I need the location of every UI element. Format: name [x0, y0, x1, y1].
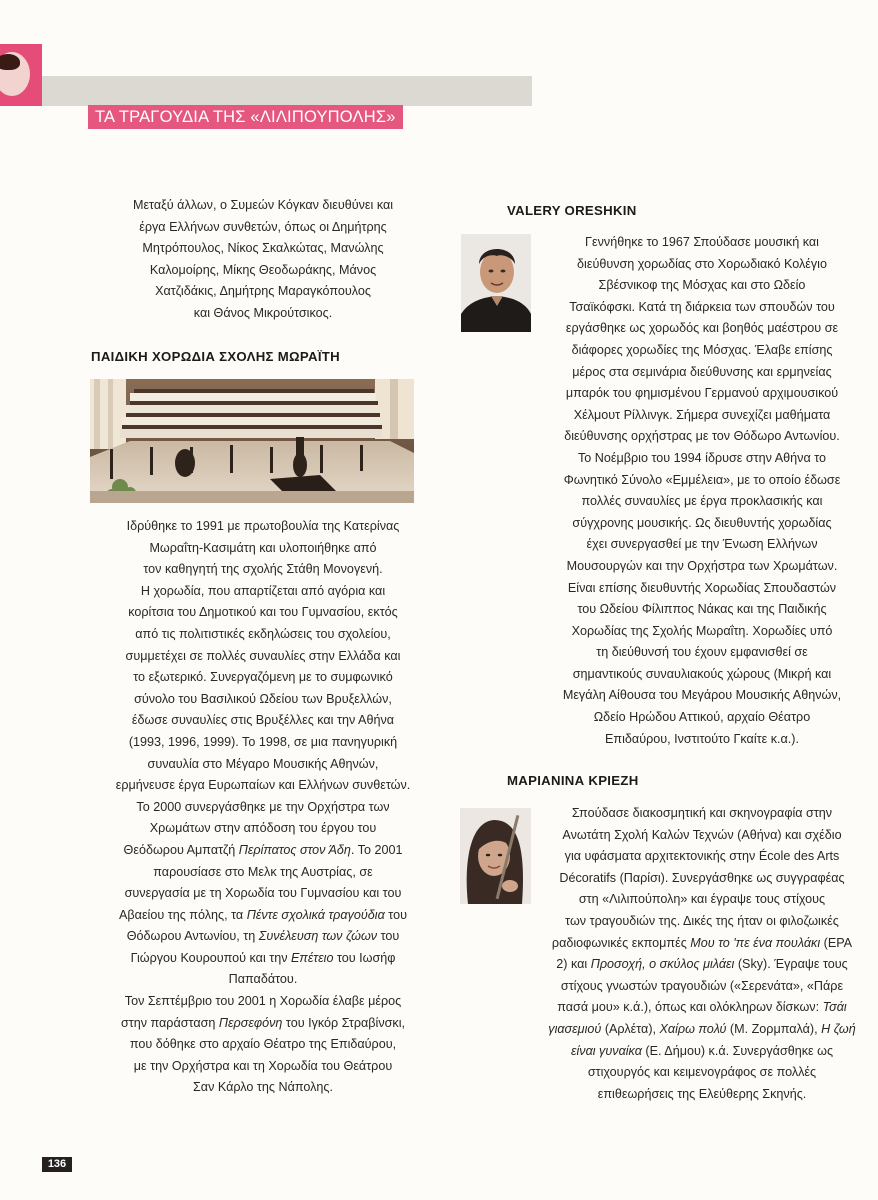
text-line	[536, 954, 868, 976]
text-fragment: 2) και	[556, 957, 591, 972]
text-fragment: (Μ. Ζορμπαλά),	[726, 1021, 822, 1036]
text-line: συμμετέχει σε πολλές συναυλίες στην Ελλάδα και	[125, 648, 401, 663]
text-line: Χορωδίας της Σχολής Μωραΐτη. Χορωδίες υπό	[571, 623, 833, 638]
text-line: στιχουργός και κειμενογράφος σε πολλές	[587, 1065, 817, 1080]
text-line: παρουσίασε στο Μελκ της Αυστρίας, σε	[153, 864, 373, 879]
italic-title: είναι γυναίκα	[570, 1043, 642, 1058]
text-line: μπαρόκ του φημισμένου Γερμανού αρχιμουσικού	[565, 386, 839, 401]
text-line: Φωνητικό Σύνολο «Εμμέλεια», με το οποίο έδωσε	[563, 472, 841, 487]
text-line: για υφάσματα αρχιτεκτονικής στην École des Arts	[564, 849, 840, 864]
text-fragment: του	[377, 929, 400, 944]
text-fragment: του	[384, 907, 407, 922]
text-line: Σαν Κάρλο της Νάπολης.	[193, 1080, 333, 1095]
text-line	[88, 926, 438, 948]
text-fragment: του Ιγκόρ Στραβίνσκι,	[282, 1015, 406, 1030]
text-line: Η χορωδία, που απαρτίζεται από αγόρια και	[140, 583, 386, 598]
text-line: με την Ορχήστρα και τη Χορωδία του Θεάτρου	[133, 1058, 393, 1073]
text-line: Τον Σεπτέμβριο του 2001 η Χορωδία έλαβε μέρος	[124, 994, 402, 1009]
text-line: Γεννήθηκε το 1967 Σπούδασε μουσική και	[585, 235, 819, 249]
text-fragment: (Sky). Έγραψε τους	[734, 957, 848, 972]
text-line: μέρος στα σεμινάρια διεύθυνσης και ερμηνείας	[572, 364, 832, 379]
text-line: Ιδρύθηκε το 1991 με πρωτοβουλία της Κατερίνας	[126, 519, 400, 533]
text-line: από τις πολιτιστικές εκδηλώσεις του σχολείου,	[135, 626, 391, 641]
text-line: Επιδαύρου, Ινστιτούτο Γκαίτε κ.α.).	[605, 731, 799, 746]
krieza-paragraph	[536, 803, 868, 1105]
choir-heading: ΠΑΙΔΙΚΗ ΧΟΡΩΔΙΑ ΣΧΟΛΗΣ ΜΩΡΑΪΤΗ	[91, 349, 340, 364]
text-line: Είναι επίσης διευθυντής Χορωδίας Σπουδαστών	[567, 580, 837, 595]
text-line: Μουσουργών και την Ορχήστρα των Χρωμάτων.	[566, 558, 838, 573]
text-line: Σπούδασε διακοσμητική και σκηνογραφία στην	[571, 806, 833, 820]
oreshkin-paragraph	[536, 232, 868, 750]
text-line: Το Νοέμβριο του 1994 ίδρυσε στην Αθήνα το	[577, 450, 827, 465]
intro-paragraph	[88, 195, 438, 325]
text-line: Παπαδάτου.	[228, 972, 298, 987]
choir-paragraph	[88, 516, 438, 1099]
text-line: συνεργασία με τη Χορωδία του Γυμνασίου και του	[124, 886, 402, 901]
italic-title: Περσεφόνη	[218, 1015, 283, 1030]
text-fragment: στην παράσταση	[120, 1015, 219, 1030]
text-line: τη διεύθυνσή του έχουν εμφανισθεί σε	[596, 645, 808, 660]
choir-photo	[90, 379, 414, 503]
text-line: Ωδείο Ηρώδου Αττικού, αρχαίο Θέατρο	[593, 710, 811, 725]
text-fragment: του Ιωσήφ	[333, 950, 396, 965]
text-line: διεύθυνση χορωδίας στο Χορωδιακό Κολέγιο	[577, 256, 827, 271]
text-line	[536, 997, 868, 1019]
text-line: συναυλία στο Μέγαρο Μουσικής Αθηνών,	[147, 756, 379, 771]
italic-title: Τσάι	[822, 1000, 847, 1015]
text-line: επιθεωρήσεις της Ελεύθερης Σκηνής.	[597, 1086, 807, 1101]
text-line: τον καθηγητή της σχολής Στάθη Μονογενή.	[143, 562, 383, 577]
text-fragment: Θόδωρου Αντωνίου, τη	[126, 929, 259, 944]
text-line: διεύθυνσης ορχήστρας με τον Θόδωρο Αντωνίου.	[564, 429, 840, 444]
corner-decoration	[0, 44, 42, 106]
text-fragment: (ΕΡΑ	[820, 935, 853, 950]
text-line: Χρωμάτων στην απόδοση του έργου του	[149, 821, 377, 836]
text-line: ερμήνευσε έργα Ευρωπαίων και Ελλήνων συνθετών.	[115, 778, 411, 793]
text-line: Décoratifs (Παρίσι). Συνεργάσθηκε ως συγγραφέας	[559, 870, 845, 885]
italic-title: Μου το 'πε ένα πουλάκι	[690, 935, 821, 950]
text-line: Μητρόπουλος, Νίκος Σκαλκώτας, Μανώλης	[142, 241, 384, 256]
text-line	[88, 948, 438, 970]
text-line: το εξωτερικό. Συνεργαζόμενη με το συμφωνικό	[133, 670, 393, 685]
text-line: πολλές συναυλίες με έργα προκλασικής και	[581, 494, 823, 509]
text-line	[536, 1041, 868, 1063]
italic-title: Προσοχή, ο σκύλος μιλάει	[590, 957, 735, 972]
italic-title: γιασεμιού	[548, 1021, 602, 1036]
text-line: εργάσθηκε ως χορωδός και βοηθός μαέστρου σε	[565, 321, 839, 336]
text-line: κορίτσια του Δημοτικού και του Γυμνασίου, εκτός	[128, 605, 398, 620]
text-line: Ανωτάτη Σχολή Καλών Τεχνών (Αθήνα) και σχέδιο	[562, 827, 842, 842]
text-line: έργα Ελλήνων συνθετών, όπως οι Δημήτρης	[139, 219, 387, 234]
text-line: Χέλμουτ Ρίλλινγκ. Σήμερα συνεχίζει μαθήματα	[573, 407, 831, 422]
text-line	[88, 840, 438, 862]
text-fragment: Αβαείου της πόλης, τα	[119, 907, 247, 922]
text-line: Το 2000 συνεργάσθηκε με την Ορχήστρα των	[136, 799, 390, 814]
text-line: σύγχρονης μουσικής. Ως διευθυντής χορωδίας	[572, 515, 832, 530]
text-fragment: (Ε. Δήμου) κ.ά. Συνεργάσθηκε ως	[641, 1043, 834, 1058]
krieza-portrait	[460, 808, 531, 904]
italic-title: Η ζωή	[821, 1021, 856, 1036]
header-band	[42, 76, 532, 106]
text-line: που δόθηκε στο αρχαίο Θέατρο της Επιδαύρου,	[129, 1037, 397, 1052]
text-line	[536, 933, 868, 955]
text-line: στη «Λιλιπούπολη» και έγραψε τους στίχους	[578, 892, 826, 907]
oreshkin-heading: VALERY ORESHKIN	[507, 203, 637, 218]
italic-title: Πέντε σχολικά τραγούδια	[246, 907, 385, 922]
text-fragment: ραδιοφωνικές εκπομπές	[551, 935, 691, 950]
text-line: σύνολο του Βασιλικού Ωδείου των Βρυξελλών,	[134, 691, 392, 706]
italic-title: Συνέλευση των ζώων	[258, 929, 378, 944]
text-line: και Θάνος Μικρούτσικος.	[193, 305, 333, 320]
text-line: (1993, 1996, 1999). Το 1998, σε μια πανηγυρική	[128, 734, 398, 749]
text-line: Τσαϊκόφσκι. Κατά τη διάρκεια των σπουδών του	[569, 299, 835, 314]
text-line: στίχους γνωστών τραγουδιών («Σερενάτα», «Πάρε	[560, 978, 844, 993]
italic-title: Επέτειο	[291, 950, 334, 965]
page-number: 136	[42, 1157, 72, 1172]
text-fragment: Γιώργου Κουρουπού και την	[130, 950, 292, 965]
italic-title: Περίπατος στον Άδη	[238, 842, 351, 857]
text-line: έχει συνεργασθεί με την Ένωση Ελλήνων	[586, 537, 818, 552]
text-line: διάφορες χορωδίες της Μόσχας. Έλαβε επίσης	[571, 342, 833, 357]
text-line: Χατζιδάκις, Δημήτρης Μαραγκόπουλος	[155, 284, 371, 299]
text-line: Μεγάλη Αίθουσα του Μεγάρου Μουσικής Αθηνών,	[562, 688, 842, 703]
text-fragment: Θεόδωρου Αμπατζή	[123, 842, 239, 857]
text-line: Μεταξύ άλλων, ο Συμεών Κόγκαν διευθύνει και	[132, 198, 394, 212]
text-line	[88, 1013, 438, 1035]
page-title-box	[88, 105, 403, 129]
text-line	[536, 1019, 868, 1041]
text-line: των τραγουδιών της. Δικές της ήταν οι φιλοζωικές	[565, 913, 839, 928]
oreshkin-portrait	[461, 234, 531, 332]
page-title: ΤΑ ΤΡΑΓΟΥΔΙΑ ΤΗΣ «ΛΙΛΙΠΟΥΠΟΛΗΣ»	[95, 108, 396, 126]
text-fragment: . Το 2001	[350, 842, 403, 857]
text-line: σημαντικούς συναυλιακούς χώρους (Μικρή και	[572, 666, 832, 681]
text-fragment: πασά μου» κ.ά.), όπως και ολόκληρων δίσκων:	[557, 1000, 823, 1015]
text-fragment: (Αρλέτα),	[601, 1021, 660, 1036]
text-line	[88, 905, 438, 927]
text-line: Καλομοίρης, Μίκης Θεοδωράκης, Μάνος	[149, 262, 377, 277]
text-line: Μωραΐτη-Κασιμάτη και υλοποιήθηκε από	[149, 540, 377, 555]
krieza-heading: ΜΑΡΙΑΝΙΝΑ ΚΡΙΕΖΗ	[507, 773, 639, 788]
text-line: Σβέσνικοφ της Μόσχας και στο Ωδείο	[598, 278, 806, 293]
italic-title: Χαίρω πολύ	[659, 1021, 727, 1036]
text-line: του Ωδείου Φίλιππος Νάκας και της Παιδικής	[577, 602, 827, 617]
text-line: έδωσε συναυλίες στις Βρυξέλλες και την Αθήνα	[131, 713, 395, 728]
